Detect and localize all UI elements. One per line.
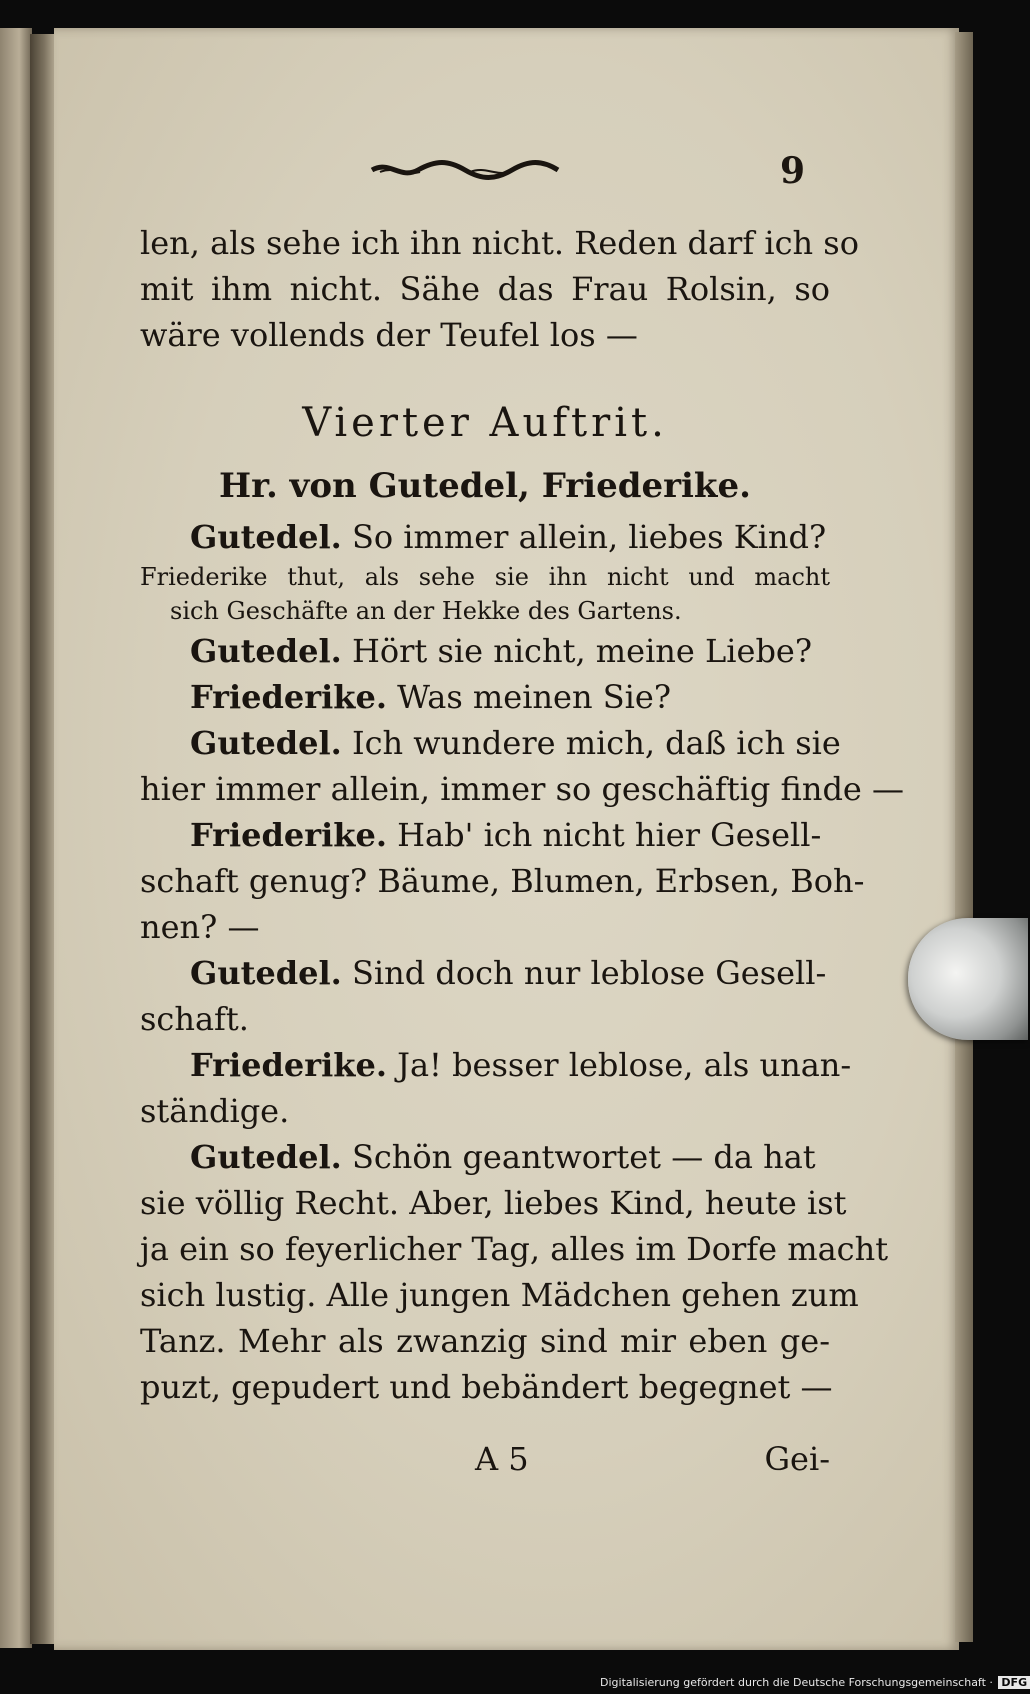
dfg-logo-icon: DFG bbox=[998, 1676, 1030, 1689]
speaker-name: Gutedel. bbox=[190, 724, 342, 762]
stage-direction: Friederike thut, als sehe sie ihn nicht und macht bbox=[140, 563, 830, 591]
text-line: Tanz. Mehr als zwanzig sind mir eben ge- bbox=[140, 1322, 830, 1360]
text-line: schaft genug? Bäume, Blumen, Erbsen, Boh- bbox=[140, 862, 865, 900]
left-page-edge bbox=[0, 28, 32, 1648]
speaker-name: Friederike. bbox=[190, 1046, 387, 1084]
text-line: ja ein so feyerlicher Tag, alles im Dorfe macht bbox=[140, 1230, 889, 1268]
dialogue-line bbox=[140, 1042, 852, 1088]
right-page-edge bbox=[955, 32, 973, 1642]
text-line: puzt, gepudert und bebändert begegnet — bbox=[140, 1368, 833, 1406]
text-line: hier immer allein, immer so geschäftig finde — bbox=[140, 770, 905, 808]
dialogue-text: Ich wundere mich, daß ich sie bbox=[351, 724, 841, 762]
page-text bbox=[140, 220, 905, 1410]
page-number: 9 bbox=[780, 150, 806, 192]
speaker-name: Gutedel. bbox=[190, 954, 342, 992]
dialogue-line bbox=[140, 1134, 830, 1180]
character-list: Hr. von Gutedel, Friederike. bbox=[219, 466, 751, 506]
digitization-credit bbox=[600, 1676, 1030, 1689]
text-line: mit ihm nicht. Sähe das Frau Rolsin, so bbox=[140, 270, 830, 308]
stage-direction: sich Geschäfte an der Hekke des Gartens. bbox=[170, 597, 682, 625]
dialogue-line bbox=[140, 674, 830, 720]
catchword: Gei- bbox=[764, 1440, 830, 1478]
scene-heading: Vierter Auftrit. bbox=[302, 400, 668, 446]
speaker-name: Gutedel. bbox=[190, 518, 342, 556]
dialogue-line bbox=[140, 628, 830, 674]
dialogue-text: Schön geantwortet — da hat bbox=[351, 1138, 816, 1176]
text-line: nen? — bbox=[140, 908, 260, 946]
dialogue-text: Ja! besser leblose, als unan- bbox=[397, 1046, 852, 1084]
dialogue-text: Hab' ich nicht hier Gesell- bbox=[397, 816, 822, 854]
dialogue-line bbox=[140, 950, 830, 996]
book-gutter bbox=[30, 34, 56, 1644]
dialogue-line bbox=[140, 720, 841, 766]
page-clip bbox=[908, 918, 1028, 1040]
text-line: sich lustig. Alle jungen Mädchen gehen zum bbox=[140, 1276, 859, 1314]
ornament-icon bbox=[370, 158, 560, 182]
text-line: sie völlig Recht. Aber, liebes Kind, heute ist bbox=[140, 1184, 847, 1222]
speaker-name: Friederike. bbox=[190, 678, 387, 716]
speaker-name: Gutedel. bbox=[190, 1138, 342, 1176]
dialogue-text: So immer allein, liebes Kind? bbox=[351, 518, 827, 556]
speaker-name: Gutedel. bbox=[190, 632, 342, 670]
dialogue-line bbox=[140, 514, 830, 560]
text-line: ständige. bbox=[140, 1092, 290, 1130]
dialogue-text: Was meinen Sie? bbox=[397, 678, 671, 716]
signature-mark: A 5 bbox=[475, 1440, 529, 1478]
dialogue-text: Hört sie nicht, meine Liebe? bbox=[351, 632, 813, 670]
text-line: len, als sehe ich ihn nicht. Reden darf ich so bbox=[140, 224, 859, 262]
speaker-name: Friederike. bbox=[190, 816, 387, 854]
page-footer-row bbox=[140, 1440, 830, 1490]
dialogue-text: Sind doch nur leblose Gesell- bbox=[351, 954, 827, 992]
text-line: wäre vollends der Teufel los — bbox=[140, 316, 638, 354]
text-line: schaft. bbox=[140, 1000, 249, 1038]
credit-text: Digitalisierung gefördert durch die Deutsche Forschungsgemeinschaft · bbox=[600, 1676, 993, 1689]
dialogue-line bbox=[140, 812, 830, 858]
